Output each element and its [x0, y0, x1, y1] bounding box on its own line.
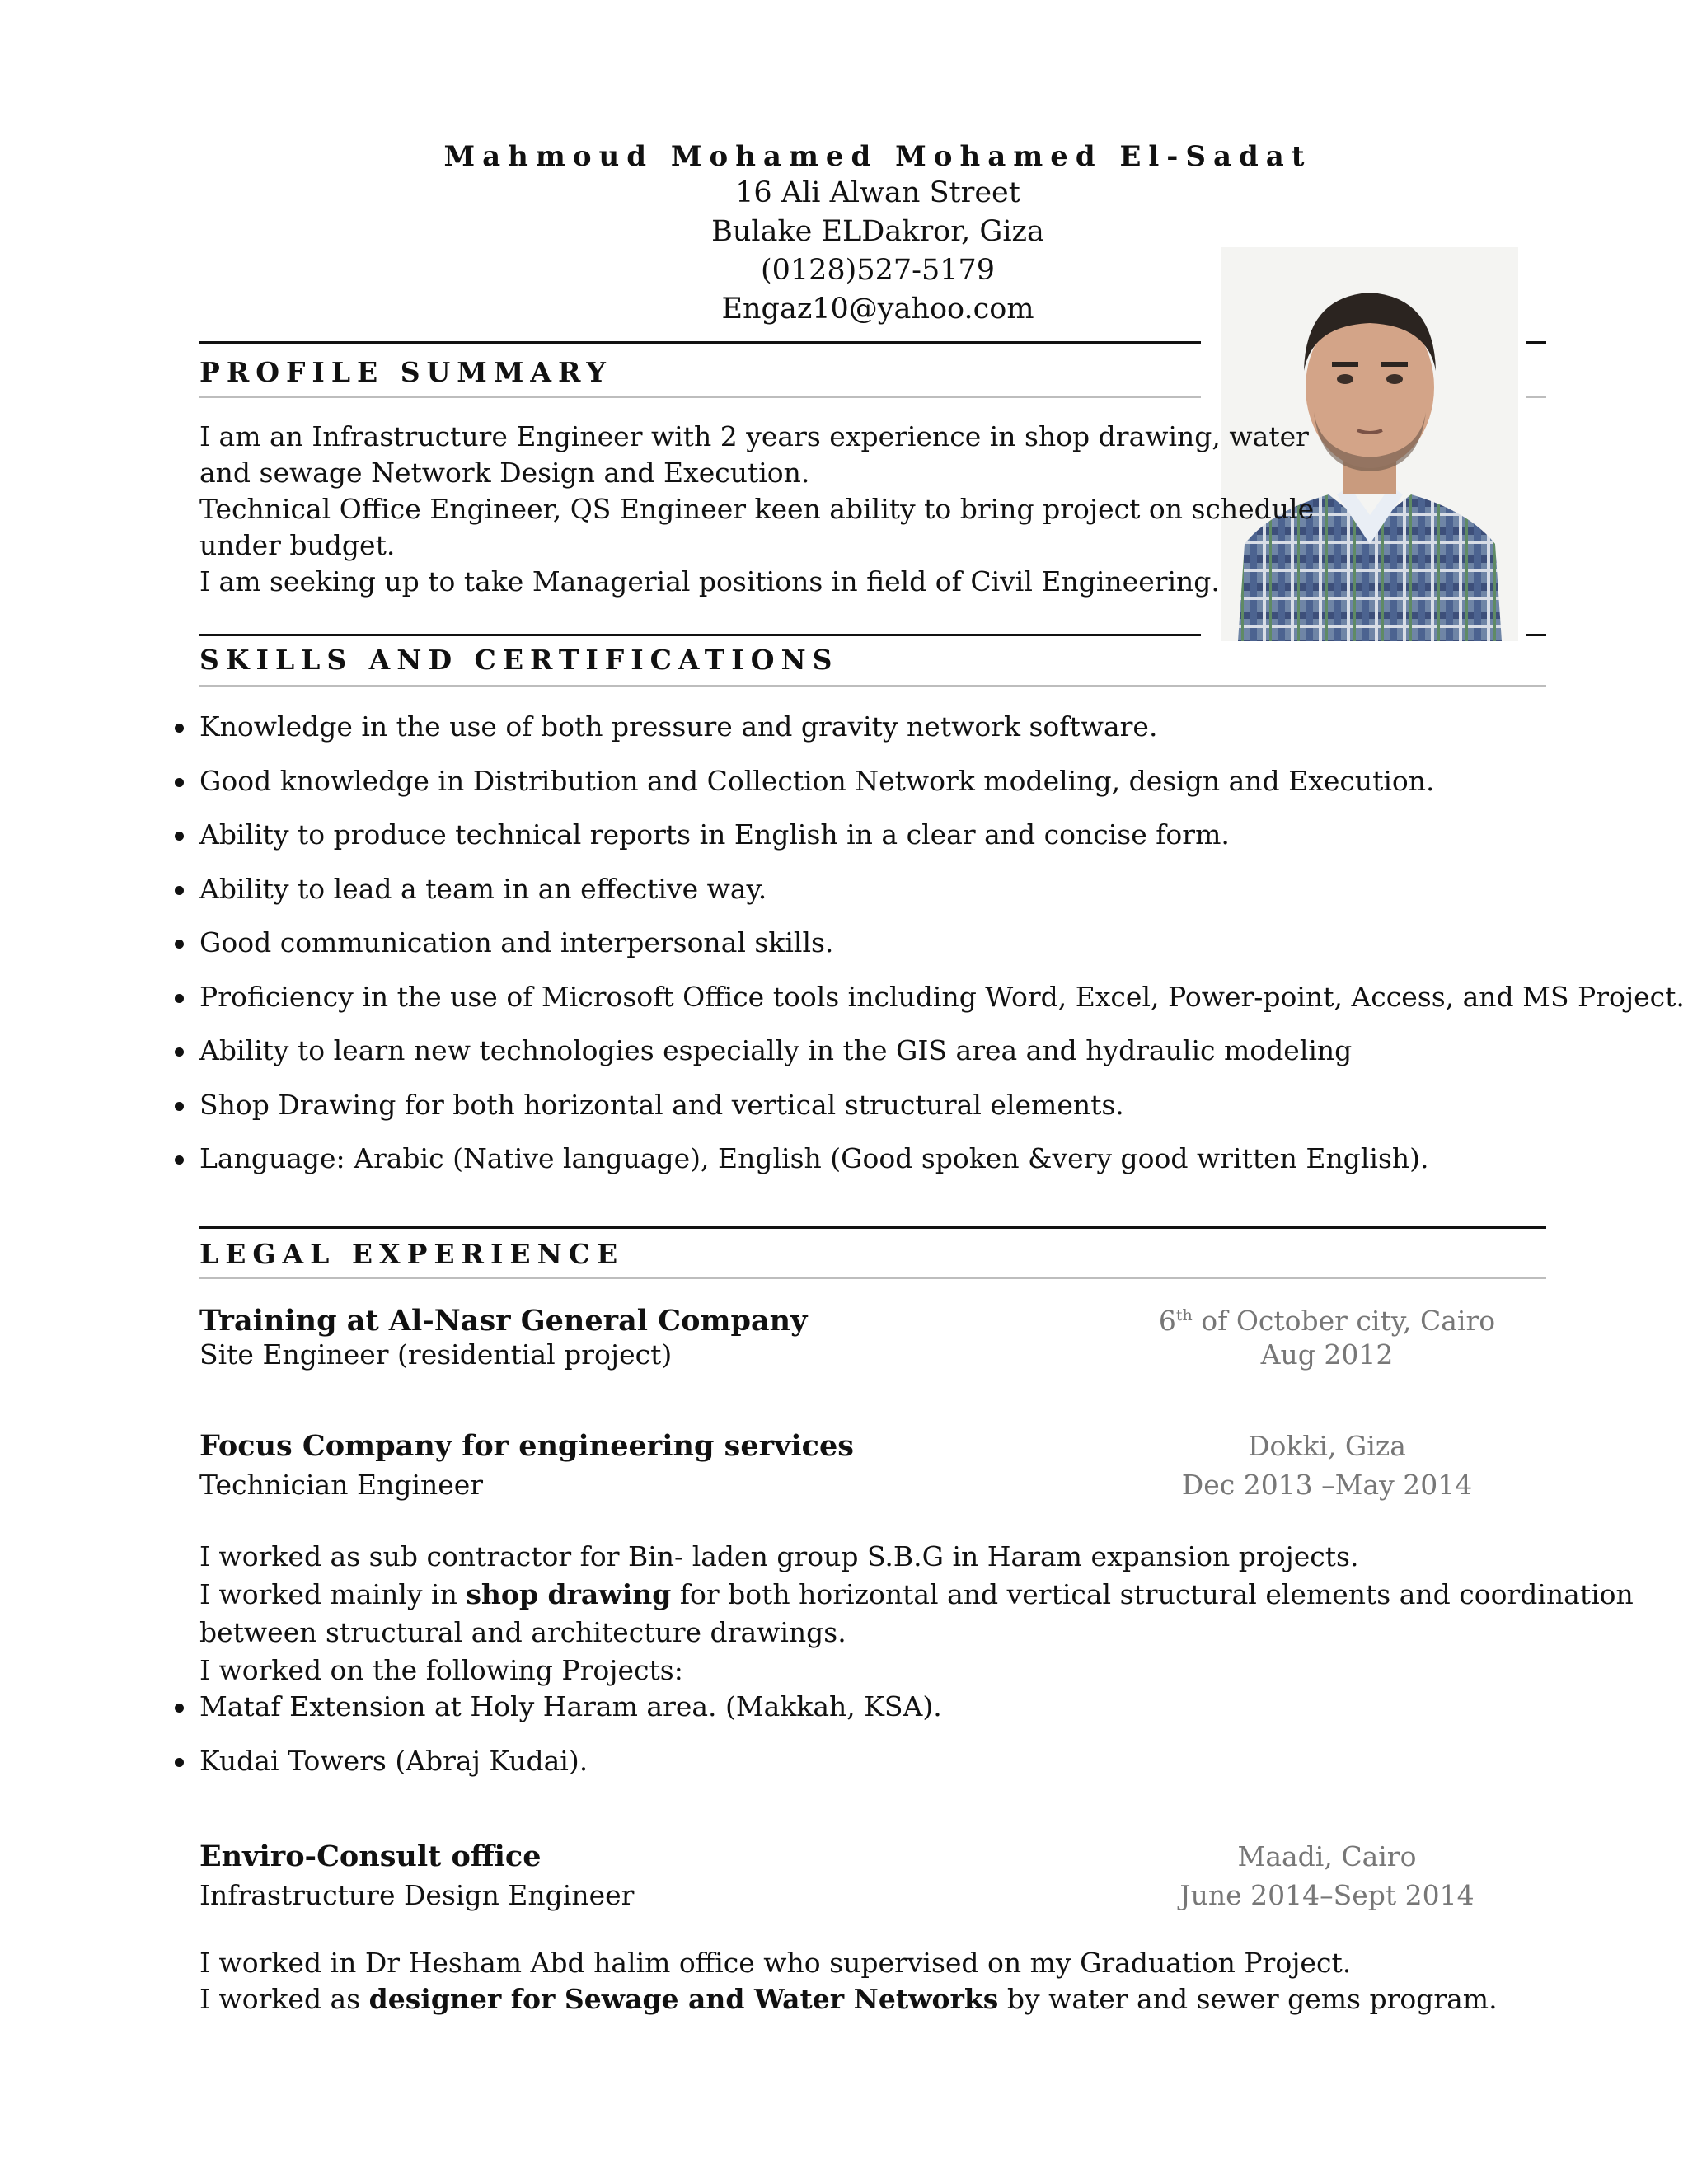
phone-number: (0128)527-5179 [760, 254, 996, 287]
description-text: for both horizontal and vertical structural elements and coordination [671, 1578, 1634, 1610]
location-number: 6 [1158, 1305, 1176, 1337]
bullet-icon [175, 1758, 184, 1767]
job-dates: Aug 2012 [1260, 1338, 1394, 1371]
bullet-icon [175, 1155, 184, 1165]
section-title-profile: PROFILE SUMMARY [199, 356, 612, 388]
projects-list [165, 1689, 942, 1797]
job-role: Technician Engineer [199, 1469, 484, 1501]
bullet-icon [175, 1704, 184, 1713]
profile-line: I am seeking up to take Managerial positions in field of Civil Engineering. [199, 565, 1220, 598]
list-item [165, 871, 1685, 926]
skill-text: Ability to produce technical reports in English in a clear and concise form. [199, 818, 1230, 851]
description-text: I worked mainly in [199, 1578, 467, 1610]
description-line: I worked on the following Projects: [199, 1654, 683, 1686]
job-location: Maadi, Cairo [1237, 1840, 1417, 1872]
bullet-icon [175, 1102, 184, 1111]
description-emphasis: designer for Sewage and Water Networks [368, 1983, 999, 2015]
list-item [165, 763, 1685, 818]
address-line-1: 16 Ali Alwan Street [735, 176, 1020, 209]
list-item [165, 1689, 942, 1743]
description-text: I worked as [199, 1983, 369, 2015]
job-role: Infrastructure Design Engineer [199, 1879, 635, 1911]
job-description [199, 1538, 1634, 1690]
candidate-name: Mahmoud Mohamed Mohamed El-Sadat [443, 140, 1312, 173]
bullet-icon [175, 940, 184, 949]
list-item [165, 925, 1685, 979]
address-line-2: Bulake ELDakror, Giza [711, 215, 1044, 248]
description-line [199, 1981, 1498, 2018]
list-item [165, 979, 1685, 1033]
bullet-icon [175, 994, 184, 1003]
job-dates: Dec 2013 –May 2014 [1181, 1469, 1473, 1501]
bullet-icon [175, 778, 184, 787]
list-item [165, 1087, 1685, 1141]
job-dates: June 2014–Sept 2014 [1179, 1879, 1475, 1911]
section-rule-thin [1526, 396, 1546, 398]
list-item [165, 1743, 942, 1797]
location-text: of October city, Cairo [1192, 1305, 1496, 1337]
description-line: I worked as sub contractor for Bin- laden group S.B.G in Haram expansion projects. [199, 1540, 1359, 1572]
section-title-experience: LEGAL EXPERIENCE [199, 1238, 625, 1270]
job-role: Site Engineer (residential project) [199, 1338, 673, 1371]
profile-summary [199, 419, 1314, 600]
section-rule-thick [1526, 634, 1546, 636]
section-rule-thick [1526, 341, 1546, 344]
section-rule-thick [199, 634, 1201, 636]
job-location [1154, 1305, 1500, 1337]
description-text: by water and sewer gems program. [998, 1983, 1498, 2015]
skills-list [165, 709, 1685, 1195]
project-text: Mataf Extension at Holy Haram area. (Makkah, KSA). [199, 1690, 942, 1722]
section-rule-thick [199, 1226, 1546, 1229]
location-superscript: th [1175, 1306, 1193, 1324]
profile-line: I am an Infrastructure Engineer with 2 years experience in shop drawing, water [199, 420, 1309, 452]
bullet-icon [175, 724, 184, 733]
skill-text: Ability to learn new technologies especially in the GIS area and hydraulic modeling [199, 1034, 1353, 1066]
list-item [165, 709, 1685, 763]
email-address: Engaz10@yahoo.com [721, 293, 1034, 326]
skill-text: Knowledge in the use of both pressure and gravity network software. [199, 710, 1158, 743]
skill-text: Ability to lead a team in an effective way. [199, 872, 767, 905]
skill-text: Proficiency in the use of Microsoft Office tools including Word, Excel, Power-point, Access, and MS Project. [199, 980, 1685, 1013]
profile-line: and sewage Network Design and Execution. [199, 457, 810, 489]
job-company: Training at Al-Nasr General Company [199, 1304, 808, 1338]
job-description [199, 1945, 1498, 2018]
job-company: Enviro-Consult office [199, 1840, 542, 1873]
description-line: I worked in Dr Hesham Abd halim office who supervised on my Graduation Project. [199, 1947, 1352, 1979]
section-rule-thin [199, 396, 1201, 398]
section-rule-thick [199, 341, 1201, 344]
skill-text: Good knowledge in Distribution and Collection Network modeling, design and Execution. [199, 764, 1435, 797]
skill-text: Good communication and interpersonal skills. [199, 926, 834, 958]
list-item [165, 1141, 1685, 1195]
bullet-icon [175, 1047, 184, 1057]
section-rule-thin [199, 685, 1546, 687]
skill-text: Shop Drawing for both horizontal and vertical structural elements. [199, 1088, 1124, 1121]
description-line [199, 1576, 1634, 1614]
bullet-icon [175, 886, 184, 895]
profile-line: under budget. [199, 529, 396, 561]
description-emphasis: shop drawing [466, 1578, 672, 1610]
skill-text: Language: Arabic (Native language), English (Good spoken &very good written English). [199, 1142, 1429, 1174]
bullet-icon [175, 832, 184, 841]
list-item [165, 817, 1685, 871]
description-line: between structural and architecture drawings. [199, 1616, 846, 1648]
section-rule-thin [199, 1277, 1546, 1279]
profile-line: Technical Office Engineer, QS Engineer keen ability to bring project on schedule [199, 493, 1315, 525]
job-location: Dokki, Giza [1248, 1430, 1406, 1462]
project-text: Kudai Towers (Abraj Kudai). [199, 1744, 588, 1777]
list-item [165, 1033, 1685, 1087]
section-title-skills: SKILLS AND CERTIFICATIONS [199, 644, 839, 676]
job-company: Focus Company for engineering services [199, 1429, 854, 1463]
